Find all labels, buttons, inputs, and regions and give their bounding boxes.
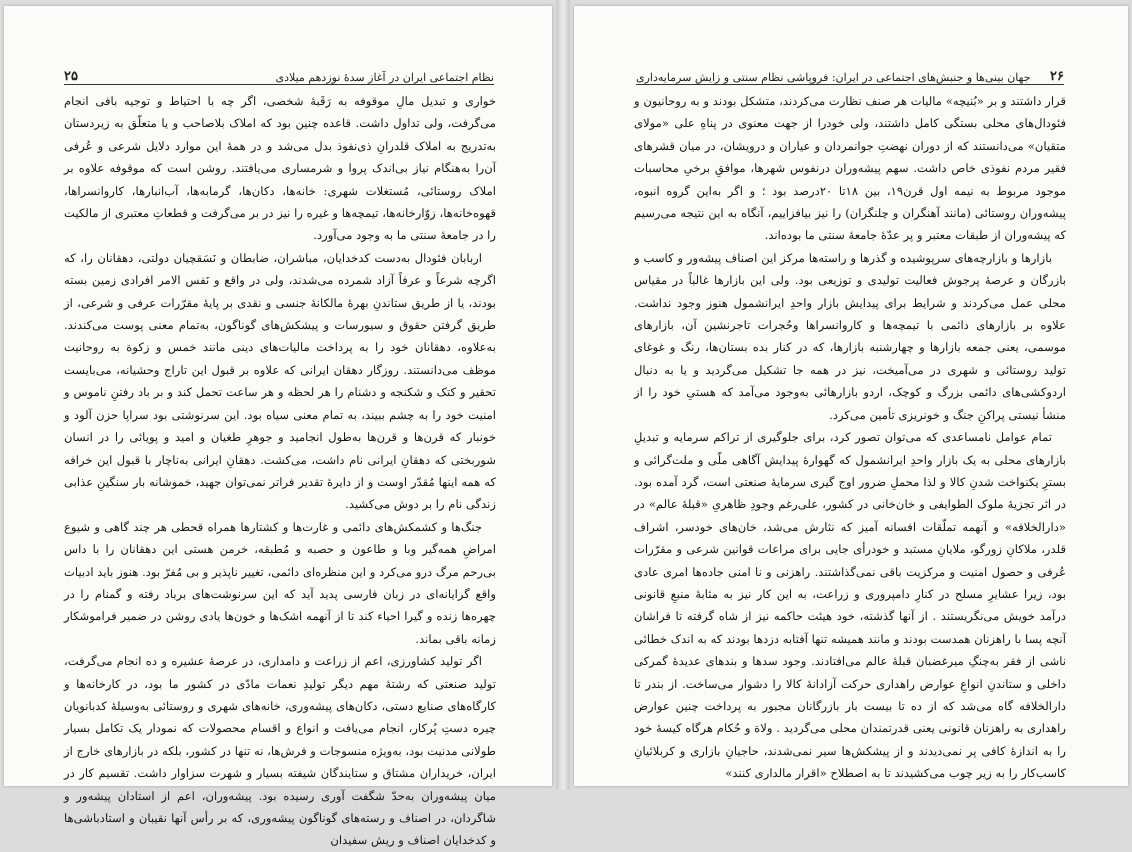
page-number: ۲۵ [64,69,78,84]
paragraph: تمام عوامل نامساعدی که می‌توان تصور کرد، برای جلوگیری از تراکم سرمایه و تبدیلِ بازارهای محلی به یک بازار واحدِ ایرانشمول که گهوارهٔ پیدایش آگاهی ملّی و ملت‌گرائی و بسترِ یکنواخت شدنِ کالا و لذا محملِ ضرور اوج گیری سرمایهٔ صنعتی است، گرد آمده بود. در اثر تجزیهٔ ملوک الطوایفی و خان‌خانی در کشور، علی‌رغم وجودِ ظاهریِ «قبلهٔ عالم» در «دارالخلافه» و آنهمه تملّقات افسانه آمیز که نثارش می‌شد، خان‌های خودسر، اشراف قلدر، ملاکانِ زورگو، ملایانِ مستبد و خودرأی جایی برای مراعات قوانین شرعی و مقرّرات عُرفی و حصول امنیت و مرکزیت باقی نمی‌گذاشتند. راهزنی و نا امنی جاده‌ها امری عادی بود، زیرا عشایرِ مسلح در کنارِ دامپروری و زراعت، به این کار نیز به مثابهٔ منبعِ قانونی درآمد خویش می‌نگریستند . از آنها گذشته، خود هیئت حاکمه نیز از شاه گرفته تا فراشان آنچه پسا با راهزنان همدست بودند و مانند همیشه تنها آفتابه دزدها بودند که به اندک خطائی ناشی از فقر به‌چنگِ میرغضبان قبلهٔ عالم می‌افتادند. وجود سدها و بندهای عدیدهٔ گمرکی داخلی و ستاندنِ انواعِ عوارض راهداری حرکت آزادانهٔ کالا را دشوار می‌ساخت. از بندر تا دارالخلافه گاه می‌شد که از ده تا بیست بار بازرگانان مجبور به پرداخت چنین عوارض راهداری به راهزنان قانونی یعنی قدرتمندان محلی می‌گردید . ولاة و حُکام هرگاه کیسهٔ خود را به اندازهٔ کافی پر نمی‌دیدند و از پیشکش‌ها سیر نمی‌شدند، حاجیانِ بازاری و کربلائیانِ کاسب‌کار را به زیر چوب می‌کشیدند تا به اصطلاح «اقرار مالداری کنند» [634,430,1066,781]
paragraph: جنگ‌ها و کشمکش‌های دائمی و غارت‌ها و کشتارها همراه قحطی هر چند گاهی و شیوع امراضِ همه‌گیر وبا و طاعون و حصبه و مُطبقه، خرمن هستی این دهقانان را با داس بی‌رحم مرگ درو می‌کرد و این منظره‌ای دائمی، تغییر ناپذیر و بی مُفرّ بود. هنوز باید ادبیات واقع گرایانه‌ای در زبان فارسی پدید آید که این سرنوشت‌های برباد رفته و گمنام را در چهره‌ها زنده و گیرا احیاء کند تا از آنهمه اشک‌ها و خون‌ها یادی روشن در ضمیر فراموشکار زمانه باقی بماند. [64,519,496,646]
right-page-header [636,62,1064,85]
right-page [574,6,1128,786]
book-gutter [556,0,570,790]
running-head: نظام اجتماعی ایران در آغاز سدهٔ نوزدهم میلادی [275,71,494,84]
running-head: جهان بینی‌ها و جنبش‌های اجتماعی در ایران: فروپاشی نظام سنتی و زایش سرمایه‌داری [636,71,1031,84]
paragraph: اگر تولید کشاورزی، اعم از زراعت و دامداری، در عرصهٔ عشیره و ده انجام می‌گرفت، تولید صنعتی که رشتهٔ مهم دیگر تولیدِ نعمات مادّی در کشور ما بود، در کارخانه‌ها و کارگاه‌های صنایع دستی، دکان‌های پیشه‌وری، خانه‌های شهری و روستائی به‌وسیلهٔ کدبانویان چیره دستِ پُرکار، انجام می‌یافت و انواع و اقسام محصولات که نمودار یک تکامل بسیار طولانی مدنیت بود، به‌ویژه منسوجات و فرش‌ها، نه تنها در کشور، بلکه در بازارهای خارج از ایران، خریداران مشتاق و ستایندگان شیفته بسیار و شهرت سزاوار داشت. تقسیم کار در میان پیشه‌وران به‌حدّ شگفت آوری رسیده بود. پیشه‌وران، اعم از استادان پیشه‌ور و شاگردان، در اصناف و رسته‌های گوناگون پیشه‌وری، که بر رأس آنها نقیبان و استادباشی‌ها و کدخدایان اصناف و ریش سفیدان [64,654,496,848]
paragraph: بازارها و بازارچه‌های سرپوشیده و گذرها و راسته‌ها مرکز این اصناف پیشه‌ور و کاسب و بازرگان و عرصهٔ پرجوش فعالیت تولیدی و توزیعی بود. ولی این بازارها غالباً در مقیاس محلی عمل می‌کردند و شرایط برای پیدایش بازار واحدِ ایرانشمول هنوز وجود نداشت. علاوه بر بازارهای دائمی با تیمچه‌ها و کاروانسراها وحُجرات تاجرنشین آن، بازارهای موسمی، یعنی جمعه بازارها و چهارشنبه بازارها، که در کنار بده بستان‌ها، رنگ و غوغای تولید روستائی و شهری در می‌آمیخت، نیز در همه جا تشکیل می‌گردید و یا به دنبال اردوکشی‌های دائمی بزرگ و کوچک، اردو بازارهائی به‌وجود می‌آمد که هستیِ خود را از منشأ نیستی پراکنِ جنگ و خونریزی تأمین می‌کرد. [634,250,1066,422]
left-page [4,6,552,848]
left-page-header [64,62,494,85]
paragraph: قرار داشتند و بر «بُنیچه» مالیات هر صنف نظارت می‌کردند، متشکل بودند و به روحانیون و فئودال‌های محلی بستگی کامل داشتند، ولی خودرا از جهت معنوی در پناهِ علی «مولای متقیان» می‌دانستند که از دوران نهضتِ جوانمردان و عیاران و درویشان، در میان قشرهای فقیر مردم نفوذی خاص داشت. سهم پیشه‌وران درنفوس شهرها، موافقِ برخیِ محاسبات موجود مربوط به نیمه اول قرن۱۹، بین ۱۸تا ۲۰درصد بود ؛ و اگر به‌این گروه انبوه، پیشه‌وران روستائی (مانند آهنگران و چلنگران) را نیز بیافزاییم، آنگاه به این نتیجه می‌رسیم که پیشه‌وران از طبقات معتبر و پر عدّهٔ جامعهٔ سنتی ما بوده‌اند. [634,94,1066,243]
paragraph: خواری و تبدیل مالِ موقوفه به رَقَبهٔ شخصی، اگر چه با احتیاط و توجیه بافی انجام می‌گرفت، ولی تداول داشت. قاعده چنین بود که املاک بلاصاحب و یا متعلّق به زیردستان به‌تدریج به املاک قلدرانِ ذی‌نفوذ بدل می‌شد و در همهٔ این موارد دلایل شرعی و عُرفی آن‌را به‌هنگام نیاز بی‌اندک پروا و شرمساری می‌یافتند. روشن است که موقوفه علاوه بر املاک روستائی، مُستغلات شهری: خانه‌ها، دکان‌ها، گرمابه‌ها، آب‌انبارها، کاروانسراها، قهوه‌خانه‌ها، زوّارخانه‌ها، تیمچه‌ها و غیره را نیز در بر می‌گرفت و قطعاتِ معتبری از مالکیت را در جامعهٔ سنتی ما به وجود می‌آورد. [64,94,496,243]
paragraph: اربابان فئودال به‌دست کدخدایان، مباشران، ضابطان و نَسَقچیان دولتی، دهقانان را، که اگرچه شرعاً و عرفاً آزاد شمرده می‌شدند، ولی در واقع و نَفس الامر افرادی زمین بسته بودند، یا از طریق ستاندنِ بهرهٔ مالکانهٔ جنسی و نقدی بر پایهٔ مقرّرات عرفی و شرعی، از طریق گرفتن حقوق و سیورسات و پیشکش‌های گوناگون، به‌تمام معنی پوست می‌کندند. به‌علاوه، دهقانان خود را به پرداخت مالیات‌های دینی مانند خمس و زکوة به روحانیت موظف می‌دانستند. روزگار دهقان ایرانی که علاوه بر قبول این تاراج وحشیانه، می‌بایست تحقیر و کتک و شکنجه و دشنام را هر لحظه و هر ساعت تحمل کند و بر باد رفتنِ ناموس و امنیت خود را به چشم ببیند، به تمام معنی سیاه بود. این سرنوشتی بود سراپا حزن آلود و خونبار که قرن‌ها و قرن‌ها به‌طول انجامید و جوهرِ طغیان و امید و پویائی را در انسان شوربختی که دهقانِ ایرانی نام داشت، می‌کشت. دهقانِ ایرانی به‌ناچار با قبول این خرافه که همه اینها مُقدّر اوست و از دایرهٔ تقدیر فراتر نمی‌توان جهید، خموشانه بار سنگینِ عذابی زندگی نام را بر دوش می‌کشید. [64,250,496,512]
left-page-body [64,90,496,852]
right-page-body [634,90,1066,785]
page-number: ۲۶ [1050,69,1064,84]
